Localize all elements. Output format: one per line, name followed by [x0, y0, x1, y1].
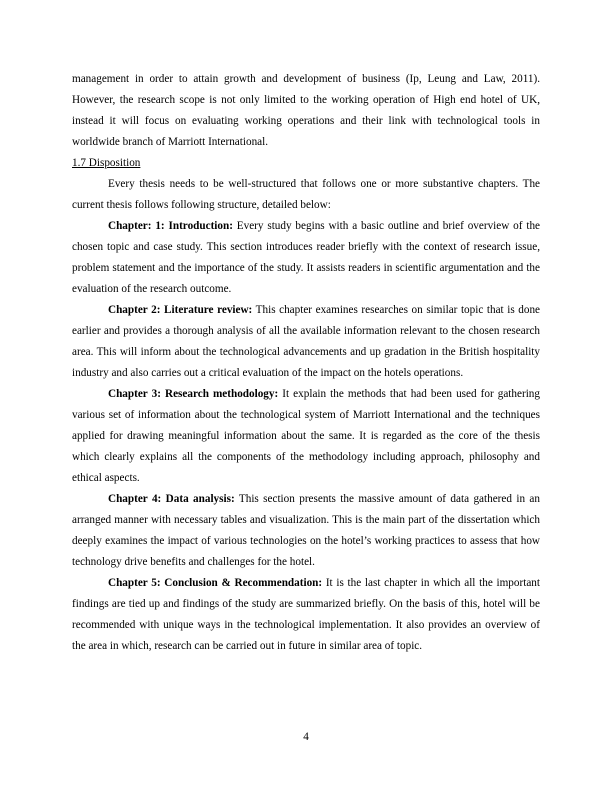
- chapter-4-title: Chapter 4: Data analysis:: [108, 493, 235, 505]
- chapter-1-text: Every study begins with a basic outline and brief overview of the chosen topic and case study. This section introduces reader briefly with the context of research issue, problem statement and the importance of the study. It assists readers in scientific argumentation and the evaluation of the research outcome.: [72, 220, 540, 295]
- chapter-5-paragraph: [72, 573, 540, 657]
- chapter-3-title: Chapter 3: Research methodology:: [108, 388, 279, 400]
- chapter-5-title: Chapter 5: Conclusion & Recommendation:: [108, 577, 323, 589]
- chapter-1-title: Chapter: 1: Introduction:: [108, 220, 233, 232]
- section-heading: 1.7 Disposition: [72, 157, 141, 169]
- chapter-4-text: This section presents the massive amount of data gathered in an arranged manner with necessary tables and visualization. This is the main part of the dissertation which deeply examines the impact of various technologies on the hotel’s working practices to assess that how technology drive benefits and challenges for the hotel.: [72, 493, 540, 568]
- chapter-3-text: It explain the methods that had been used for gathering various set of information about the technological system of Marriott International and the techniques applied for drawing meaningful information about the same. It is regarded as the core of the thesis which clearly explains all the components of the methodology including approach, philosophy and ethical aspects.: [72, 388, 540, 484]
- chapter-4-paragraph: [72, 489, 540, 573]
- structure-intro-paragraph: Every thesis needs to be well-structured that follows one or more substantive chapters. The current thesis follows following structure, detailed below:: [72, 178, 540, 211]
- body-text: [72, 69, 540, 657]
- chapter-2-text: This chapter examines researches on similar topic that is done earlier and provides a thorough analysis of all the available information relevant to the chosen research area. This will inform about the technological advancements and up gradation in the British hospitality industry and also carries out a critical evaluation of the impact on the hotels operations.: [72, 304, 541, 379]
- chapter-1-paragraph: [72, 216, 540, 300]
- chapter-3-paragraph: [72, 384, 540, 489]
- page-number: 4: [303, 731, 309, 743]
- chapter-2-title: Chapter 2: Literature review:: [108, 304, 253, 316]
- chapter-2-paragraph: [72, 300, 540, 384]
- chapter-5-text: It is the last chapter in which all the important findings are tied up and findings of the study are summarized briefly. On the basis of this, hotel will be recommended with unique ways in the technological implementation. It also provides an overview of the area in which, research can be carried out in future in similar area of topic.: [72, 577, 540, 652]
- intro-paragraph: management in order to attain growth and development of business (Ip, Leung and Law, 2011). However, the research scope is not only limited to the working operation of High end hotel of UK, instead it will focus on evaluating working operations and their link with technological tools in worldwide branch of Marriott International.: [72, 73, 540, 148]
